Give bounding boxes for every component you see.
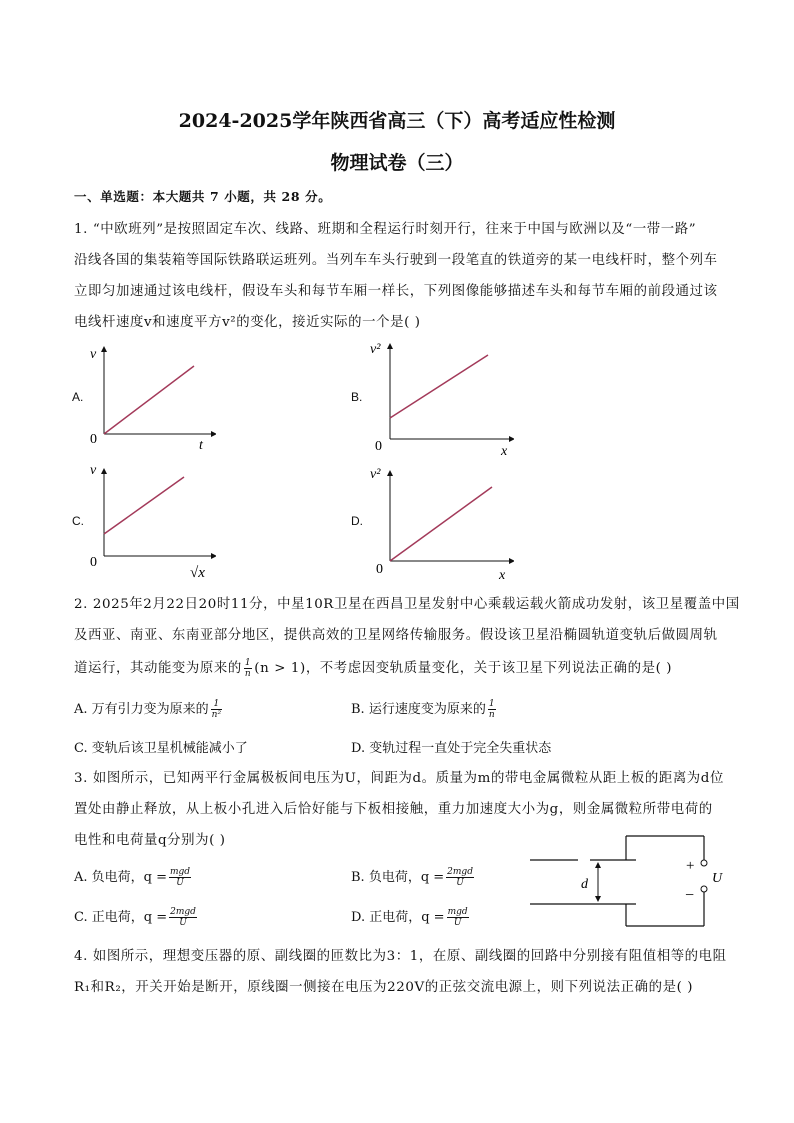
q1-graph-b-x: x bbox=[501, 444, 508, 459]
q3-minus-label: − bbox=[685, 887, 695, 904]
q1-graph-a-y: v bbox=[90, 347, 97, 362]
q3-capacitor-diagram bbox=[526, 830, 726, 930]
q1-graph-d-y: v² bbox=[370, 467, 381, 482]
exam-subtitle: 物理试卷（三） bbox=[330, 152, 464, 174]
q1-graph-c-origin: 0 bbox=[90, 555, 97, 570]
q4-line-1: 4. 如图所示，理想变压器的原、副线圈的匝数比为3：1，在原、副线圈的回路中分别接有阻值相等的电阻 bbox=[74, 949, 727, 964]
q3-line-1: 3. 如图所示，已知两平行金属极板间电压为U，间距为d。质量为m的带电金属微粒从距上板的距离为d位 bbox=[74, 771, 724, 786]
q3-line-3: 电性和电荷量q分别为( ) bbox=[74, 833, 226, 848]
q1-graph-a-x: t bbox=[199, 438, 203, 450]
q3-plus-label: + bbox=[686, 858, 695, 874]
q1-graph-a bbox=[86, 340, 216, 450]
q1-graph-a-origin: 0 bbox=[90, 432, 97, 447]
q2-option-c: C. 变轨后该卫星机械能减小了 bbox=[74, 741, 248, 756]
q1-line-2: 沿线各国的集装箱等国际铁路联运班列。当列车车头行驶到一段笔直的铁道旁的某一电线杆时，整个列车 bbox=[74, 253, 718, 268]
q1-graph-c bbox=[86, 460, 216, 585]
q2-option-b: B. 运行速度变为原来的 $\frac{1}{n}$ bbox=[351, 699, 495, 720]
q1-graph-d bbox=[364, 460, 514, 585]
q2-line-1: 2. 2025年2月22日20时11分，中星10R卫星在西昌卫星发射中心乘载运载火箭成功发射，该卫星覆盖中国 bbox=[74, 597, 740, 612]
q1-graph-c-line bbox=[104, 477, 184, 534]
q3-line-2: 置处由静止释放，从上板小孔进入后恰好能与下板相接触，重力加速度大小为g，则金属微粒所带电荷的 bbox=[74, 802, 713, 817]
q3-option-c: C. 正电荷，q = $\frac{\text{2mgd}}{U}$ bbox=[74, 907, 196, 928]
q1-graph-c-y: v bbox=[90, 463, 97, 478]
q1-graph-c-x: √x bbox=[190, 565, 205, 581]
q1-graph-b-line bbox=[390, 355, 488, 418]
q1-line-4: 电线杆速度v和速度平方v²的变化，接近实际的一个是( ) bbox=[74, 315, 421, 330]
q1-option-a-label: A. bbox=[72, 390, 84, 404]
q1-graph-d-x: x bbox=[499, 568, 506, 583]
q3-d-label: d bbox=[581, 877, 588, 892]
q2-option-d: D. 变轨过程一直处于完全失重状态 bbox=[351, 741, 552, 756]
q1-graph-b-y: v² bbox=[370, 342, 381, 357]
q1-graph-d-origin: 0 bbox=[376, 562, 383, 577]
q1-graph-b bbox=[364, 335, 514, 460]
q1-line-3: 立即匀加速通过该电线杆，假设车头和每节车厢一样长，下列图像能够描述车头和每节车厢的前段通过该 bbox=[74, 284, 718, 299]
q3-u-label: U bbox=[712, 871, 723, 886]
q2-option-a: A. 万有引力变为原来的 $\frac{1}{\text{n²}}$ bbox=[74, 699, 222, 720]
q1-graph-b-origin: 0 bbox=[375, 439, 382, 454]
q3-option-d: D. 正电荷，q = $\frac{\text{mgd}}{U}$ bbox=[351, 907, 468, 928]
q1-graph-d-line bbox=[390, 487, 492, 561]
q2-line-2: 及西亚、南亚、东南亚部分地区，提供高效的卫星网络传输服务。假设该卫星沿椭圆轨道变轨后做圆周轨 bbox=[74, 628, 718, 643]
section-header: 一、单选题：本大题共 7 小题，共 28 分。 bbox=[74, 189, 332, 204]
q1-option-c-label: C. bbox=[72, 514, 84, 528]
q1-graph-a-line bbox=[104, 366, 194, 434]
q4-line-2: R₁和R₂，开关开始是断开，原线圈一侧接在电压为220V的正弦交流电源上，则下列说法正确的是( ) bbox=[74, 980, 694, 995]
q2-line-3: 道运行，其动能变为原来的 $\frac{1}{n}$ (n > 1)，不考虑因变轨质量变化，关于该卫星下列说法正确的是( ) bbox=[74, 658, 673, 679]
exam-title: 2024-2025学年陕西省高三（下）高考适应性检测 bbox=[178, 110, 616, 132]
q1-option-d-label: D. bbox=[351, 514, 363, 528]
q3-option-b: B. 负电荷，q = $\frac{\text{2mgd}}{U}$ bbox=[351, 867, 473, 888]
q1-option-b-label: B. bbox=[351, 390, 363, 404]
q3-option-a: A. 负电荷，q = $\frac{\text{mgd}}{U}$ bbox=[74, 867, 191, 888]
q1-line-1: 1. “中欧班列”是按照固定车次、线路、班期和全程运行时刻开行，往来于中国与欧洲以及“一带一路” bbox=[74, 222, 697, 237]
